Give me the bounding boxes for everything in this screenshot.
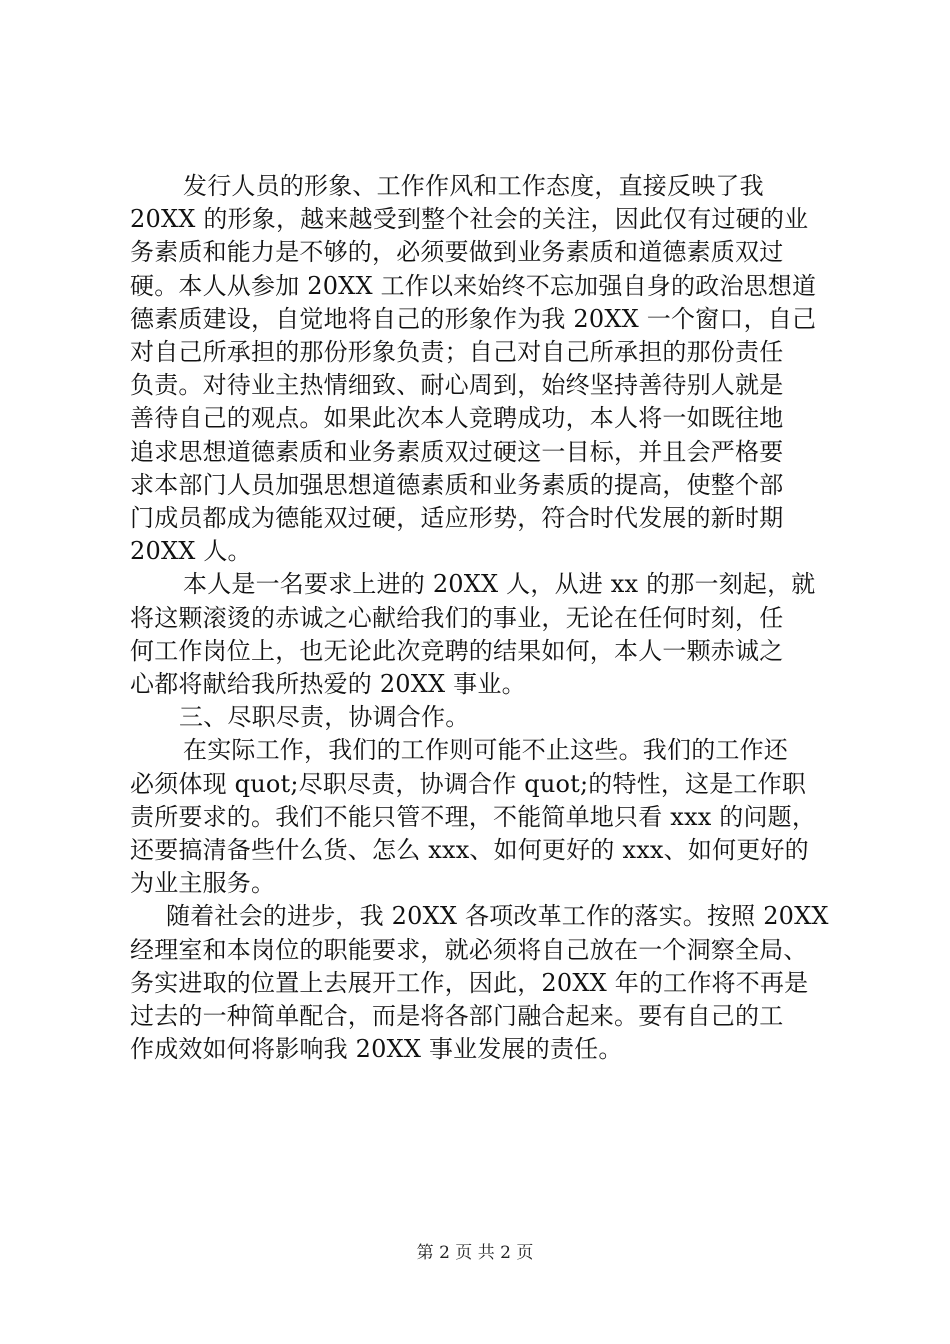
text-line: 求本部门人员加强思想道德素质和业务素质的提高，使整个部 <box>130 470 784 499</box>
text-line: 追求思想道德素质和业务素质双过硬这一目标，并且会严格要 <box>130 437 784 466</box>
text-line: 何工作岗位上，也无论此次竞聘的结果如何，本人一颗赤诚之 <box>130 636 784 665</box>
text-line: 硬。本人从参加 20XX 工作以来始终不忘加强自身的政治思想道 <box>130 271 817 300</box>
text-line: 随着社会的进步，我 20XX 各项改革工作的落实。按照 20XX <box>166 902 829 931</box>
text-line: 门成员都成为德能双过硬，适应形势，符合时代发展的新时期 <box>130 504 784 533</box>
section-heading <box>130 701 830 734</box>
text-line: 还要搞清备些什么货、怎么 xxx、如何更好的 xxx、如何更好的 <box>130 836 809 865</box>
text-line: 务素质和能力是不够的，必须要做到业务素质和道德素质双过 <box>130 238 784 267</box>
paragraph-1 <box>130 170 830 568</box>
text-line: 将这颗滚烫的赤诚之心献给我们的事业，无论在任何时刻，任 <box>130 603 784 632</box>
text-line: 务实进取的位置上去展开工作，因此，20XX 年的工作将不再是 <box>130 968 809 997</box>
paragraph-3 <box>130 734 830 900</box>
text-line: 必须体现 quot;尽职尽责，协调合作 quot;的特性，这是工作职 <box>130 769 807 798</box>
text-line: 作成效如何将影响我 20XX 事业发展的责任。 <box>130 1035 623 1064</box>
text-line: 本人是一名要求上进的 20XX 人，从进 xx 的那一刻起，就 <box>183 570 816 599</box>
text-line: 20XX 人。 <box>130 537 252 566</box>
text-line: 三、尽职尽责，协调合作。 <box>179 703 470 732</box>
text-line: 责所要求的。我们不能只管不理，不能简单地只看 xxx 的问题， <box>130 802 817 831</box>
text-line: 心都将献给我所热爱的 20XX 事业。 <box>130 670 526 699</box>
text-line: 经理室和本岗位的职能要求，就必须将自己放在一个洞察全局、 <box>130 935 808 964</box>
text-line: 发行人员的形象、工作作风和工作态度，直接反映了我 <box>183 172 764 200</box>
text-line: 在实际工作，我们的工作则可能不止这些。我们的工作还 <box>183 736 788 765</box>
text-line: 对自己所承担的那份形象负责；自己对自己所承担的那份责任 <box>130 338 784 367</box>
paragraph-2 <box>130 568 830 701</box>
text-line: 为业主服务。 <box>130 869 276 898</box>
text-line: 20XX 的形象，越来越受到整个社会的关注，因此仅有过硬的业 <box>130 205 809 234</box>
paragraph-4 <box>130 900 830 1066</box>
text-line: 过去的一种简单配合，而是将各部门融合起来。要有自己的工 <box>130 1002 784 1031</box>
text-line: 善待自己的观点。如果此次本人竞聘成功，本人将一如既往地 <box>130 404 784 433</box>
page-footer: 第 2 页 共 2 页 <box>416 1243 534 1263</box>
text-line: 德素质建设，自觉地将自己的形象作为我 20XX 一个窗口，自己 <box>130 304 817 333</box>
document-body <box>130 170 830 1066</box>
text-line: 负责。对待业主热情细致、耐心周到，始终坚持善待别人就是 <box>130 371 784 400</box>
